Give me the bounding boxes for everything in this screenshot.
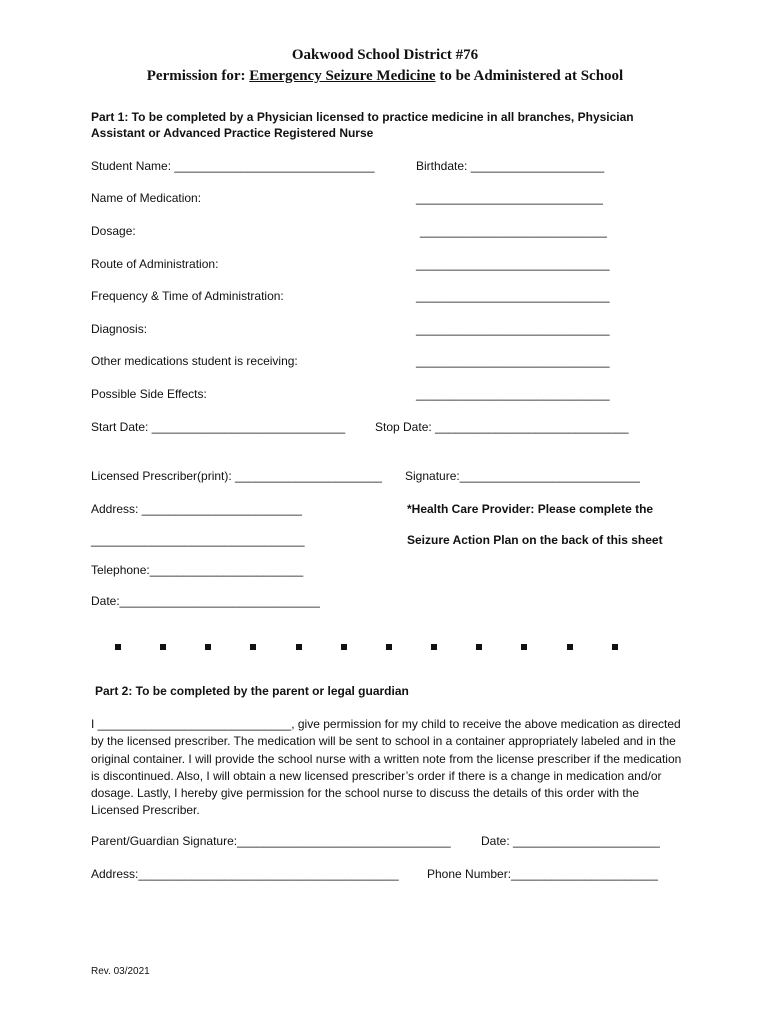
frequency-field[interactable]: _____________________________ (416, 289, 610, 303)
separator-dot (296, 644, 302, 650)
other-medications-field[interactable]: _____________________________ (416, 354, 610, 368)
telephone-field[interactable]: Telephone:_______________________ (91, 563, 304, 577)
prescriber-address-line2[interactable]: ________________________________ (91, 533, 305, 547)
provider-notice-line2: Seizure Action Plan on the back of this sheet (407, 533, 663, 547)
bullet-separator (0, 640, 770, 654)
diagnosis-field[interactable]: _____________________________ (416, 322, 610, 336)
other-medications-label: Other medications student is receiving: (91, 354, 298, 368)
separator-dot (612, 644, 618, 650)
side-effects-field[interactable]: _____________________________ (416, 387, 610, 401)
side-effects-label: Possible Side Effects: (91, 387, 207, 401)
separator-dot (386, 644, 392, 650)
dosage-label: Dosage: (91, 224, 136, 238)
separator-dot (160, 644, 166, 650)
permission-paragraph: I _____________________________, give permission for my child to receive the above medication as directed by the licensed prescriber. The medication will be sent to school in a container appropriately labeled and in the original container. I will provide the school nurse with a written note from the license prescriber if the medication is discontinued. Also, I will obtain a new licensed prescriber’s order if there is a change in medication and/or dosage. Lastly, I hereby give permission for the school nurse to discuss the details of this order with the Licensed Prescriber. (91, 717, 682, 818)
form-title (0, 68, 770, 85)
diagnosis-label: Diagnosis: (91, 322, 148, 336)
part1-heading-line2: Assistant or Advanced Practice Registered Nurse (91, 126, 374, 140)
prescriber-signature-field[interactable]: Signature:___________________________ (405, 469, 640, 483)
provider-notice-line1: *Health Care Provider: Please complete the (407, 502, 654, 516)
separator-dot (567, 644, 573, 650)
separator-dot (115, 644, 121, 650)
separator-dot (431, 644, 437, 650)
stop-date-field[interactable]: Stop Date: _____________________________ (375, 420, 629, 434)
part2-heading: Part 2: To be completed by the parent or legal guardian (95, 684, 409, 698)
prescriber-date-field[interactable]: Date:______________________________ (91, 594, 320, 608)
title-underlined: Emergency Seizure Medicine (249, 68, 436, 84)
title-suffix: to be Administered at School (435, 68, 624, 84)
separator-dot (341, 644, 347, 650)
start-date-field[interactable]: Start Date: _____________________________ (91, 420, 346, 434)
medication-name-label: Name of Medication: (91, 191, 202, 205)
prescriber-address-field[interactable]: Address: ________________________ (91, 502, 302, 516)
birthdate-field[interactable]: Birthdate: ____________________ (416, 159, 605, 173)
guardian-signature-field[interactable]: Parent/Guardian Signature:________________________________ (91, 834, 451, 848)
route-field[interactable]: _____________________________ (416, 257, 610, 271)
separator-dot (205, 644, 211, 650)
prescriber-name-field[interactable]: Licensed Prescriber(print): ______________________ (91, 469, 382, 483)
title-prefix: Permission for: (146, 68, 250, 84)
frequency-label: Frequency & Time of Administration: (91, 289, 284, 303)
guardian-phone-field[interactable]: Phone Number:______________________ (427, 867, 658, 881)
separator-dot (250, 644, 256, 650)
student-name-field[interactable]: Student Name: ______________________________ (91, 159, 375, 173)
medication-name-field[interactable]: ____________________________ (416, 191, 603, 205)
separator-dot (476, 644, 482, 650)
dosage-field[interactable]: ____________________________ (420, 224, 607, 238)
revision-date: Rev. 03/2021 (91, 966, 150, 977)
route-label: Route of Administration: (91, 257, 219, 271)
part1-heading-line1: Part 1: To be completed by a Physician licensed to practice medicine in all branches, Physician (91, 110, 634, 124)
separator-dot (521, 644, 527, 650)
guardian-date-field[interactable]: Date: ______________________ (481, 834, 660, 848)
district-title: Oakwood School District #76 (291, 47, 479, 63)
guardian-address-field[interactable]: Address:_______________________________________ (91, 867, 399, 881)
